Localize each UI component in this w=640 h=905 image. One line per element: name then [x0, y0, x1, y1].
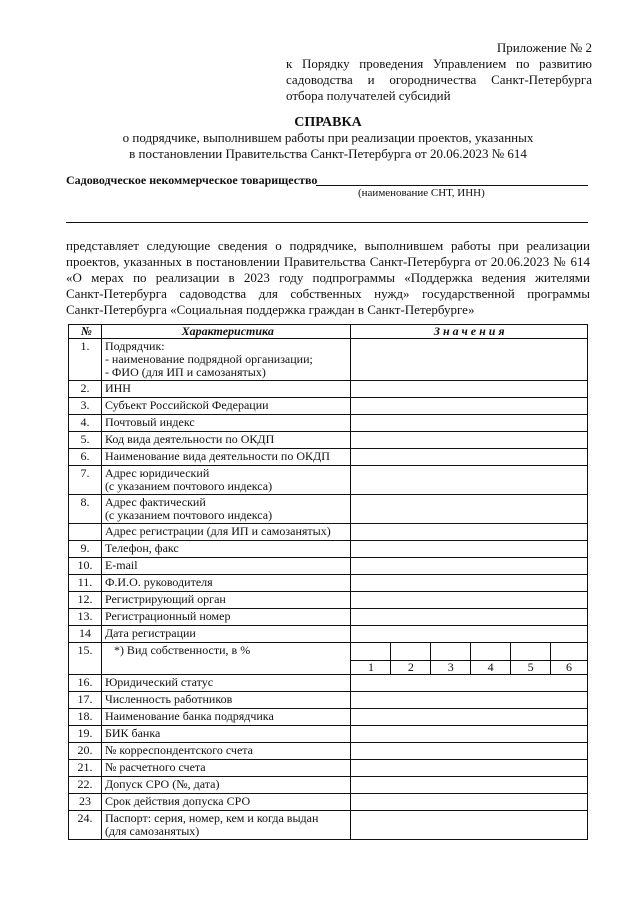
row-number: 22. — [69, 777, 102, 794]
row-characteristic — [101, 466, 351, 495]
row-number: 1. — [69, 339, 102, 381]
ownership-value-cell[interactable] — [351, 643, 391, 661]
row-value-cell[interactable] — [351, 449, 588, 466]
table-row — [69, 626, 588, 643]
row-value-cell[interactable] — [351, 381, 588, 398]
row-value-cell[interactable] — [351, 692, 588, 709]
row-number: 13. — [69, 609, 102, 626]
row-value-cell[interactable] — [351, 626, 588, 643]
row-number: 11. — [69, 575, 102, 592]
row-number: 4. — [69, 415, 102, 432]
table-row — [69, 575, 588, 592]
row-number: 16. — [69, 675, 102, 692]
row-characteristic — [101, 449, 351, 466]
intro-line: представляет следующие сведения о подрядчике, выполнившем работы при реализации — [66, 238, 590, 253]
row-characteristic — [101, 339, 351, 381]
characteristic-line: Телефон, факс — [104, 541, 179, 555]
row-characteristic — [101, 709, 351, 726]
table-row — [69, 794, 588, 811]
row-number: 20. — [69, 743, 102, 760]
row-number — [69, 524, 102, 541]
row-value-cell[interactable] — [351, 495, 588, 524]
table-row — [69, 692, 588, 709]
row-value-cell[interactable] — [351, 592, 588, 609]
characteristic-line: - наименование подрядной организации; — [104, 352, 313, 366]
header-value: Значения — [351, 325, 588, 339]
characteristic-line: Допуск СРО (№, дата) — [104, 777, 220, 791]
characteristic-line: Паспорт: серия, номер, кем и когда выдан — [104, 811, 319, 825]
row-number: 24. — [69, 811, 102, 840]
ownership-column-label: 6 — [551, 661, 588, 675]
appendix-reference — [286, 56, 592, 104]
characteristic-line: Срок действия допуска СРО — [104, 794, 251, 808]
characteristic-line: № расчетного счета — [104, 760, 206, 774]
table-row-ownership — [69, 643, 588, 661]
characteristic-line: Регистрационный номер — [104, 609, 231, 623]
intro-line: «О мерах по реализации в 2023 году подпрограммы «Поддержка ведения жителями — [66, 270, 590, 285]
row-characteristic — [101, 777, 351, 794]
characteristic-line: E-mail — [104, 558, 138, 572]
characteristic-line: Наименование вида деятельности по ОКДП — [104, 449, 330, 463]
row-value-cell[interactable] — [351, 811, 588, 840]
contractor-info-table — [68, 324, 588, 840]
appendix-title: Приложение № 2 — [496, 40, 592, 55]
appendix-line: отбора получателей субсидий — [286, 88, 451, 103]
table-row — [69, 777, 588, 794]
characteristic-line: Юридический статус — [104, 675, 214, 689]
table-row — [69, 558, 588, 575]
characteristic-line: Регистрирующий орган — [104, 592, 226, 606]
table-row — [69, 811, 588, 840]
row-value-cell[interactable] — [351, 398, 588, 415]
table-header-row — [69, 325, 588, 339]
characteristic-line: Адрес фактический — [104, 495, 206, 509]
row-characteristic — [101, 432, 351, 449]
row-characteristic — [101, 794, 351, 811]
table-row — [69, 398, 588, 415]
row-characteristic — [101, 415, 351, 432]
row-value-cell[interactable] — [351, 760, 588, 777]
ownership-value-cell[interactable] — [471, 643, 511, 661]
characteristic-line: БИК банка — [104, 726, 161, 740]
header-characteristic: Характеристика — [101, 325, 351, 339]
table-row — [69, 609, 588, 626]
characteristic-line: Дата регистрации — [104, 626, 196, 640]
table-row — [69, 432, 588, 449]
characteristic-line: - ФИО (для ИП и самозанятых) — [104, 365, 266, 379]
row-characteristic — [101, 541, 351, 558]
characteristic-line: Ф.И.О. руководителя — [104, 575, 213, 589]
table-body-ownership — [69, 643, 588, 675]
org-caption: (наименование СНТ, ИНН) — [358, 187, 485, 199]
row-characteristic — [101, 592, 351, 609]
document-subtitle — [0, 130, 640, 162]
row-characteristic — [101, 743, 351, 760]
row-characteristic — [101, 524, 351, 541]
row-value-cell[interactable] — [351, 524, 588, 541]
row-number: 23 — [69, 794, 102, 811]
appendix-line: садоводства и огородничества Санкт-Петербурга — [286, 72, 592, 87]
appendix-line: к Порядку проведения Управлением по развитию — [286, 56, 592, 71]
row-value-cell[interactable] — [351, 777, 588, 794]
characteristic-line: Адрес юридический — [104, 466, 210, 480]
row-value-cell[interactable] — [351, 558, 588, 575]
subtitle-line: о подрядчике, выполнившем работы при реализации проектов, указанных — [122, 130, 534, 145]
ownership-column-label: 3 — [431, 661, 471, 675]
row-number: 21. — [69, 760, 102, 777]
row-characteristic — [101, 675, 351, 692]
row-characteristic — [101, 626, 351, 643]
intro-paragraph — [66, 238, 590, 318]
row-number: 17. — [69, 692, 102, 709]
document-title: СПРАВКА — [294, 115, 362, 130]
row-value-cell[interactable] — [351, 466, 588, 495]
row-number: 12. — [69, 592, 102, 609]
table-row — [69, 466, 588, 495]
table-row — [69, 726, 588, 743]
row-number: 10. — [69, 558, 102, 575]
table-row — [69, 675, 588, 692]
row-characteristic — [101, 609, 351, 626]
row-value-cell[interactable] — [351, 743, 588, 760]
ownership-column-label: 4 — [471, 661, 511, 675]
ownership-column-label: 1 — [351, 661, 391, 675]
row-value-cell[interactable] — [351, 415, 588, 432]
characteristic-line: Адрес регистрации (для ИП и самозанятых) — [104, 524, 331, 538]
characteristic-line: № корреспондентского счета — [104, 743, 253, 757]
characteristic-line: Подрядчик: — [104, 339, 165, 353]
row-value-cell[interactable] — [351, 541, 588, 558]
table-row — [69, 415, 588, 432]
row-value-cell[interactable] — [351, 794, 588, 811]
table-row — [69, 709, 588, 726]
row-characteristic — [101, 558, 351, 575]
table-row — [69, 339, 588, 381]
row-characteristic — [101, 398, 351, 415]
ownership-column-label: 5 — [511, 661, 551, 675]
row-characteristic — [101, 381, 351, 398]
row-value-cell[interactable] — [351, 575, 588, 592]
org-name-field-continuation[interactable] — [66, 222, 588, 223]
ownership-value-cell[interactable] — [511, 643, 551, 661]
table-row — [69, 592, 588, 609]
row-value-cell[interactable] — [351, 609, 588, 626]
characteristic-line: (с указанием почтового индекса) — [104, 479, 273, 493]
row-number: 15. — [69, 643, 102, 675]
row-value-cell[interactable] — [351, 709, 588, 726]
table-row — [69, 541, 588, 558]
row-characteristic — [101, 811, 351, 840]
ownership-value-cell[interactable] — [391, 643, 431, 661]
characteristic-line: Субъект Российской Федерации — [104, 398, 269, 412]
row-characteristic — [101, 575, 351, 592]
row-characteristic — [101, 495, 351, 524]
row-number: 9. — [69, 541, 102, 558]
characteristic-line: (для самозанятых) — [104, 824, 200, 838]
characteristic-line: ИНН — [104, 381, 131, 395]
table-row — [69, 524, 588, 541]
table-body-before — [69, 339, 588, 643]
table-body-after — [69, 675, 588, 840]
ownership-value-cell[interactable] — [551, 643, 588, 661]
row-number: 8. — [69, 495, 102, 524]
characteristic-line: Численность работников — [104, 692, 233, 706]
row-value-cell[interactable] — [351, 432, 588, 449]
row-number: 19. — [69, 726, 102, 743]
characteristic-line: Код вида деятельности по ОКДП — [104, 432, 275, 446]
intro-line: проектов, указанных в постановлении Правительства Санкт-Петербурга от 20.06.2023 № 614 — [66, 254, 590, 269]
table-row — [69, 495, 588, 524]
intro-line: Санкт-Петербурга «Социальная поддержка граждан в Санкт-Петербурге» — [66, 302, 475, 317]
row-value-cell[interactable] — [351, 675, 588, 692]
ownership-value-cell[interactable] — [431, 643, 471, 661]
row-number: 3. — [69, 398, 102, 415]
row-number: 7. — [69, 466, 102, 495]
characteristic-line: Наименование банка подрядчика — [104, 709, 274, 723]
characteristic-line: (с указанием почтового индекса) — [104, 508, 273, 522]
row-number: 5. — [69, 432, 102, 449]
row-number: 6. — [69, 449, 102, 466]
org-label: Садоводческое некоммерческое товарищество — [66, 173, 318, 187]
header-num: № — [69, 325, 102, 339]
ownership-column-label: 2 — [391, 661, 431, 675]
characteristic-line: Почтовый индекс — [104, 415, 195, 429]
table-row — [69, 760, 588, 777]
row-characteristic — [101, 726, 351, 743]
row-value-cell[interactable] — [351, 339, 588, 381]
row-number: 18. — [69, 709, 102, 726]
row-number: 2. — [69, 381, 102, 398]
row-characteristic — [101, 692, 351, 709]
table-row — [69, 381, 588, 398]
table-row — [69, 743, 588, 760]
table-row — [69, 449, 588, 466]
row-number: 14 — [69, 626, 102, 643]
intro-line: Санкт-Петербурга садоводства для собственных нужд» государственной программы — [66, 286, 590, 301]
row-characteristic: *) Вид собственности, в % — [101, 643, 351, 675]
row-characteristic — [101, 760, 351, 777]
org-name-field[interactable] — [316, 185, 588, 186]
subtitle-line: в постановлении Правительства Санкт-Петербурга от 20.06.2023 № 614 — [129, 146, 527, 161]
row-value-cell[interactable] — [351, 726, 588, 743]
